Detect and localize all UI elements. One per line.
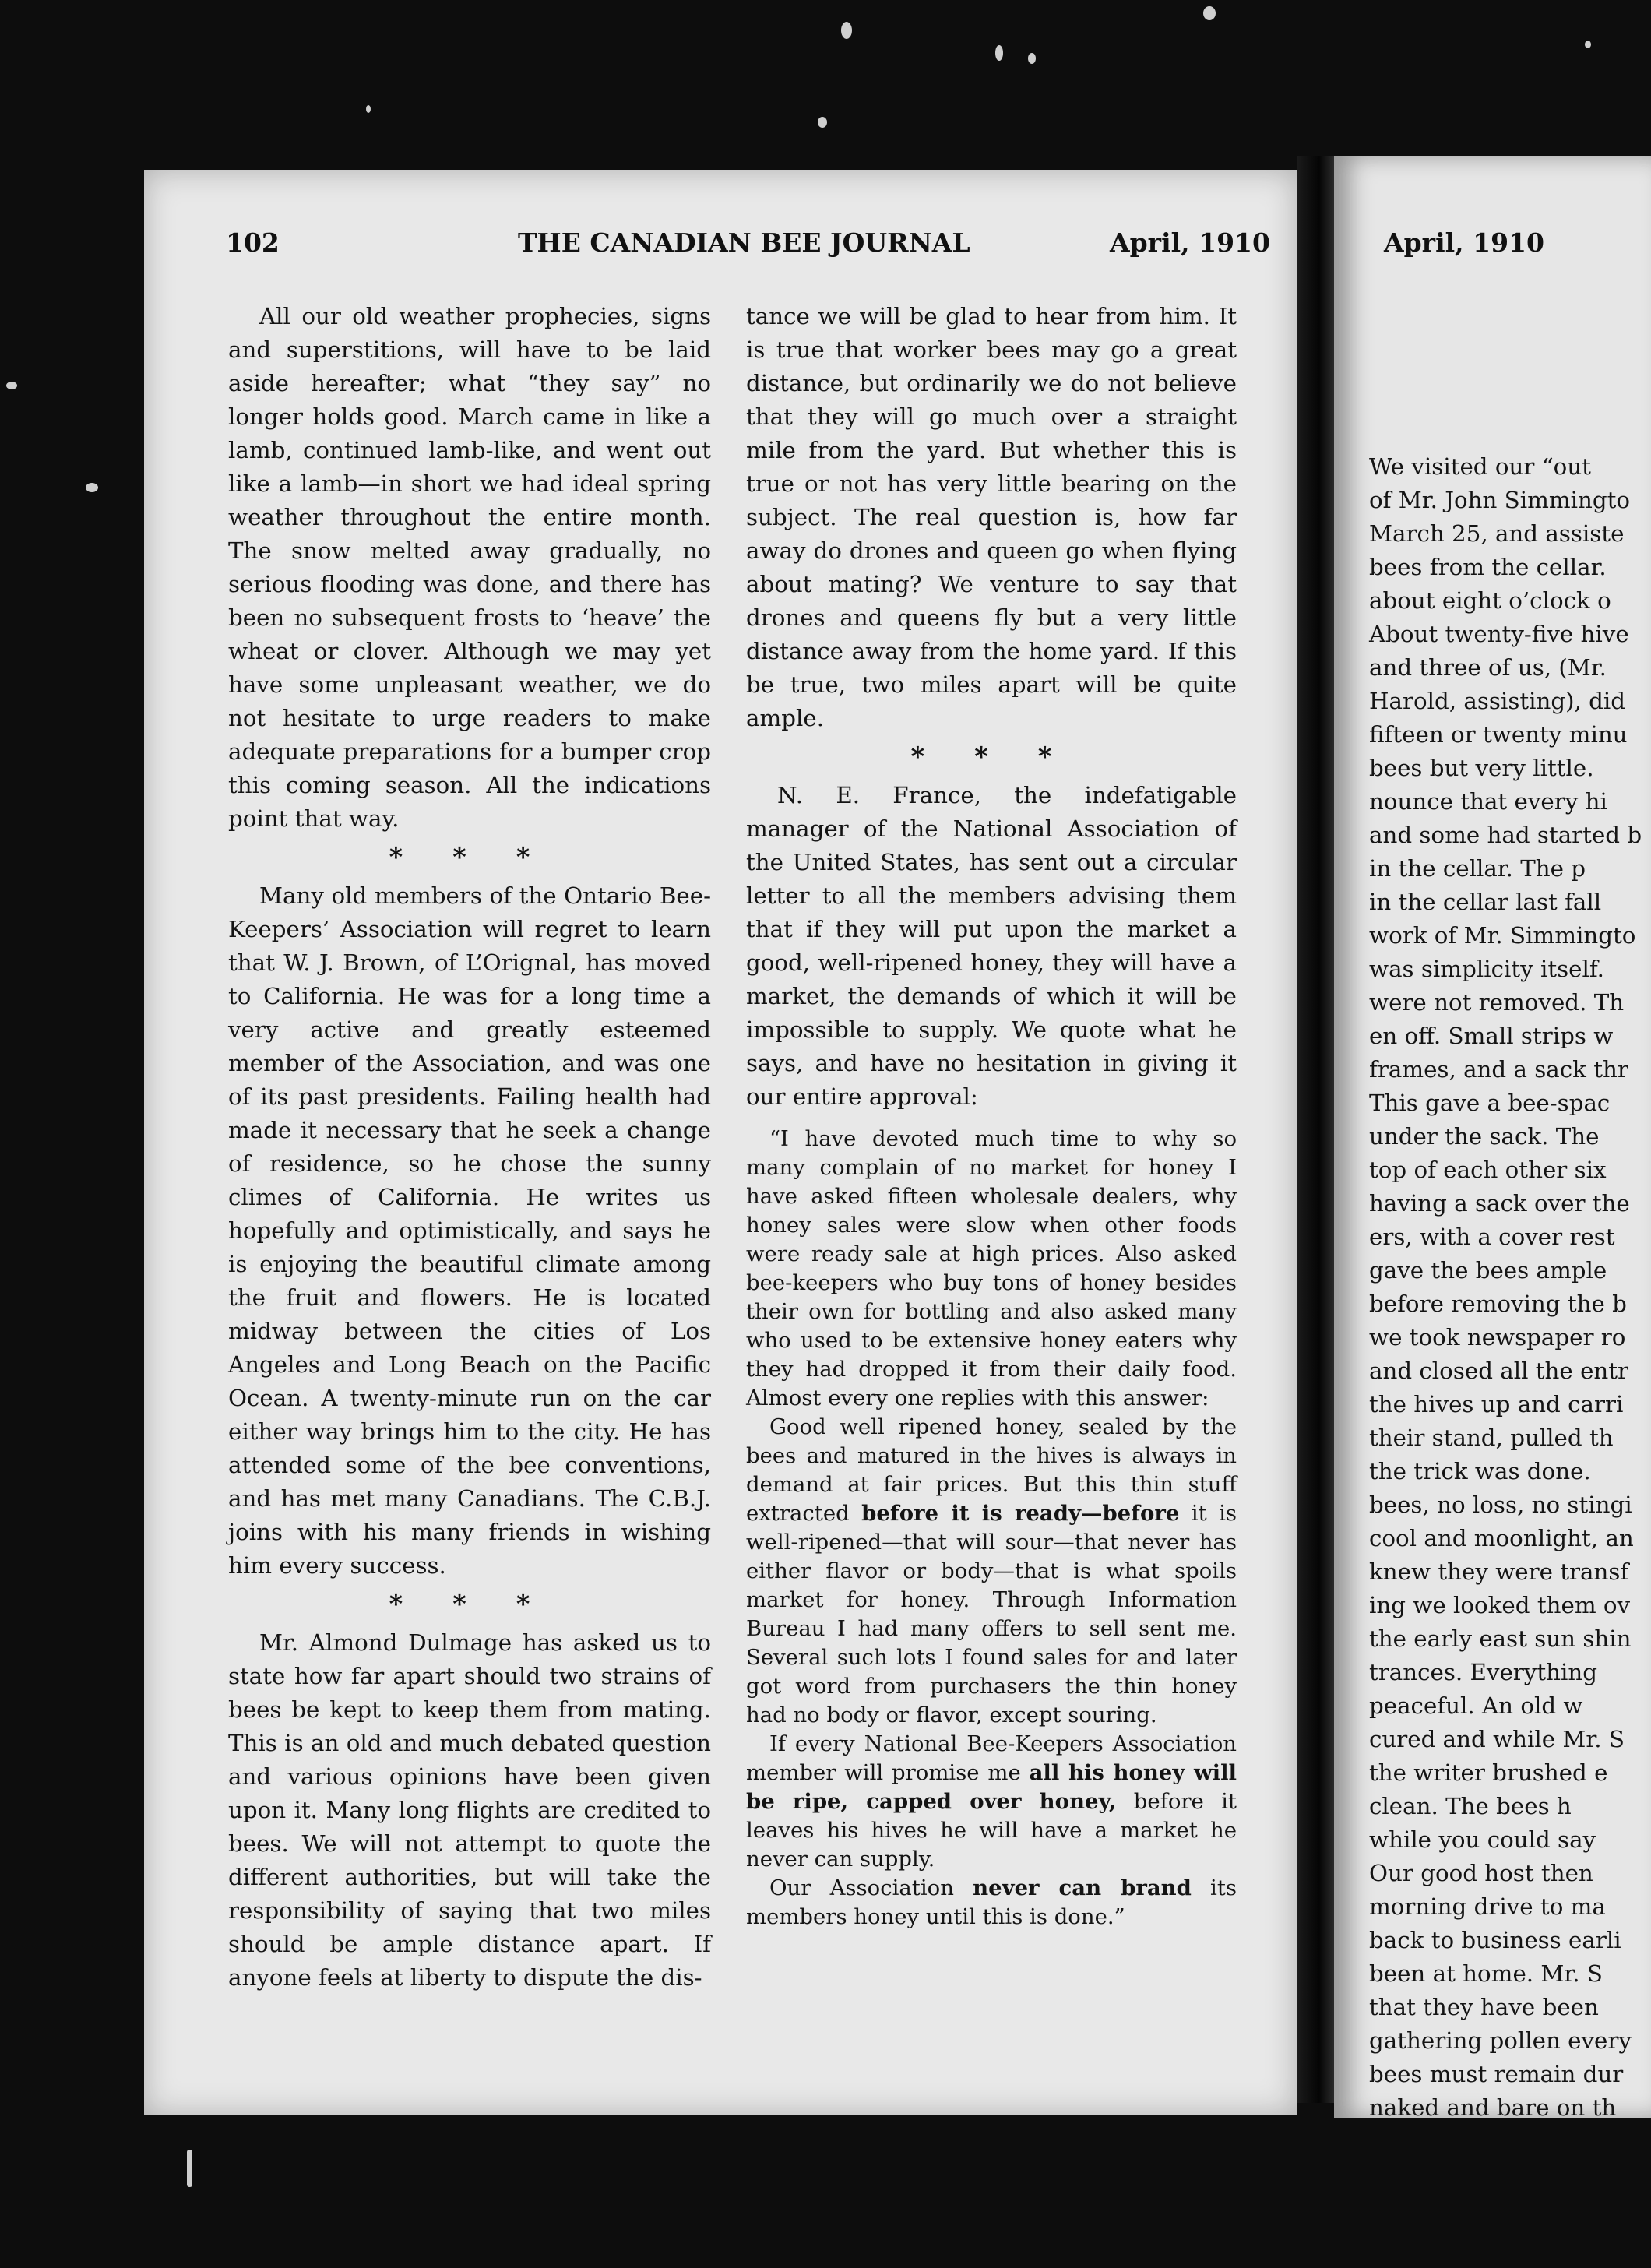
right-line: nounce that every hi <box>1369 788 1607 815</box>
right-line: knew they were transf <box>1369 1558 1629 1585</box>
right-line: we took newspaper ro <box>1369 1324 1626 1351</box>
weather-paragraph: All our old weather prophecies, signs and superstitions, will have to be laid aside hereafter; what “they say” no longer holds good. March came in like a lamb, continued lamb-like, and went out like a lamb—in short we had ideal spring weather throughout the entire month. The snow melted away gradually, no serious flooding was done, and there has been no subsequent frosts to ‘heave’ the wheat or clover. Although we may yet have some unpleasant weather, we do not hesitate to urge readers to make adequate preparations for a bumper crop this coming season. All the indications point that way. <box>228 303 711 832</box>
right-line: This gave a bee-spac <box>1369 1090 1611 1116</box>
section-separator: * * * <box>389 1589 551 1620</box>
france-paragraph: N. E. France, the indefatigable manager of the National Association of the United States, has sent out a circular letter to all the members advising them that if they will put upon the market a good, well-ripened honey, they will have a market, the demands of which it will be impossible to supply. We quote what he says, and have no hesitation in giving it our entire approval: <box>746 782 1237 1110</box>
right-line: bees from the cellar. <box>1369 554 1607 580</box>
right-line: having a sack over the <box>1369 1190 1630 1217</box>
right-line: and closed all the entr <box>1369 1358 1629 1384</box>
right-line: and three of us, (Mr. <box>1369 654 1607 681</box>
right-line: gathering pollen every <box>1369 2027 1632 2054</box>
right-page <box>1334 156 1651 2118</box>
quote-paragraph: Our Association never can brand its members honey until this is done.” <box>746 1875 1237 1929</box>
right-line: en off. Small strips w <box>1369 1023 1614 1049</box>
right-line: their stand, pulled th <box>1369 1425 1614 1451</box>
brown-paragraph: Many old members of the Ontario Bee-Keepers’ Association will regret to learn that W. J. Brown, of L’Orignal, has moved to California. He was for a long time a very active and greatly esteemed member of the Association, and was one of its past presidents. Failing health had made it necessary that he seek a change of residence, so he chose the sunny climes of California. He writes us hopefully and optimistically, and says he is enjoying the beautiful climate among the fruit and flowers. He is located midway between the cities of Los Angeles and Long Beach on the Pacific Ocean. A twenty-minute run on the car either way brings him to the city. He has attended some of the bee conventions, and has met many Canadians. The C.B.J. joins with his many friends in wishing him every success. <box>228 882 711 1579</box>
circular-quote <box>746 1125 1237 1932</box>
right-line: We visited our “out <box>1369 453 1591 480</box>
right-line: ing we looked them ov <box>1369 1592 1631 1618</box>
right-page-text <box>1369 450 1649 2118</box>
column-two <box>746 300 1237 1932</box>
right-line: the hives up and carri <box>1369 1391 1624 1418</box>
issue-date: April, 1910 <box>1110 227 1270 258</box>
right-line: about eight o’clock o <box>1369 587 1611 614</box>
page-number: 102 <box>226 227 280 258</box>
right-line: while you could say <box>1369 1826 1596 1853</box>
dulmage-paragraph: Mr. Almond Dulmage has asked us to state how far apart should two strains of bees be kept to keep them from mating. This is an old and much debated question and various opinions have been given upon it. Many long flights are credited to bees. We will not attempt to quote the different authorities, but will take the responsibility of saying that two miles should be ample distance apart. If anyone feels at liberty to dispute the dis- <box>228 1629 711 1991</box>
right-line: fifteen or twenty minu <box>1369 721 1628 748</box>
right-line: top of each other six <box>1369 1157 1607 1183</box>
right-line: the trick was done. <box>1369 1458 1591 1484</box>
right-page-date: April, 1910 <box>1384 227 1544 258</box>
right-line: morning drive to ma <box>1369 1893 1606 1920</box>
quote-paragraph: If every National Bee-Keepers Association member will promise me all his honey will be ripe, capped over honey, before it leaves his hives he will have a market he never can supply. <box>746 1731 1237 1872</box>
right-line: frames, and a sack thr <box>1369 1056 1628 1083</box>
right-line: trances. Everything <box>1369 1659 1597 1685</box>
right-line: ers, with a cover rest <box>1369 1224 1615 1250</box>
right-line: the early east sun shin <box>1369 1625 1632 1652</box>
right-line: naked and bare on th <box>1369 2094 1617 2118</box>
right-line: bees must remain dur <box>1369 2061 1624 2087</box>
right-line: Our good host then <box>1369 1860 1593 1886</box>
right-line: About twenty-five hive <box>1369 621 1629 647</box>
section-separator: * * * <box>910 741 1072 773</box>
right-line: in the cellar last fall <box>1369 889 1602 915</box>
quote-paragraph: “I have devoted much time to why so many complain of no market for honey I have asked fifteen wholesale dealers, why honey sales were slow when other foods were ready sale at high prices. Also asked bee-keepers who buy tons of honey besides their own for bottling and also asked many who used to be extensive honey eaters why they had dropped it from their daily food. Almost every one replies with this answer: <box>746 1126 1237 1410</box>
book-gutter <box>1297 156 1334 2103</box>
right-line: of Mr. John Simmingto <box>1369 487 1631 513</box>
right-line: been at home. Mr. S <box>1369 1960 1603 1987</box>
right-line: work of Mr. Simmingto <box>1369 922 1636 949</box>
right-line: March 25, and assiste <box>1369 520 1625 547</box>
journal-title: THE CANADIAN BEE JOURNAL <box>518 227 970 258</box>
bold-phrase: never can brand <box>973 1875 1192 1900</box>
right-line: the writer brushed e <box>1369 1759 1608 1786</box>
right-line: in the cellar. The p <box>1369 855 1586 882</box>
right-line: cured and while Mr. S <box>1369 1726 1625 1752</box>
right-line: gave the bees ample <box>1369 1257 1607 1284</box>
right-line: clean. The bees h <box>1369 1793 1572 1819</box>
right-line: were not removed. Th <box>1369 989 1625 1016</box>
right-line: under the sack. The <box>1369 1123 1600 1150</box>
right-line: before removing the b <box>1369 1291 1627 1317</box>
right-line: bees but very little. <box>1369 755 1594 781</box>
bold-phrase: before it is ready—before <box>861 1501 1180 1526</box>
right-line: peaceful. An old w <box>1369 1692 1583 1719</box>
column-one <box>228 300 711 1995</box>
right-line: that they have been <box>1369 1994 1599 2020</box>
right-line: cool and moonlight, an <box>1369 1525 1634 1551</box>
distance-paragraph: tance we will be glad to hear from him. It is true that worker bees may go a great distance, but ordinarily we do not believe that they will go much over a straight mile from the yard. But whether this is true or not has very little bearing on the subject. The real question is, how far away do drones and queen go when flying about mating? We venture to say that drones and queens fly but a very little distance away from the home yard. If this be true, two miles apart will be quite ample. <box>746 303 1237 731</box>
section-separator: * * * <box>389 842 551 873</box>
right-line: back to business earli <box>1369 1927 1621 1953</box>
quote-paragraph: Good well ripened honey, sealed by the bees and matured in the hives is always in demand at fair prices. But this thin stuff extracted before it is ready—before it is well-ripened—that will sour—that never has either flavor or body—that is what spoils market for honey. Through Information Bureau I had many offers to sell sent me. Several such lots I found sales for and later got word from purchasers the thin honey had no body or flavor, except souring. <box>746 1414 1237 1727</box>
right-line: Harold, assisting), did <box>1369 688 1626 714</box>
bold-phrase: all his honey will be ripe, capped over honey, <box>746 1760 1237 1814</box>
right-line: and some had started b <box>1369 822 1642 848</box>
right-line: was simplicity itself. <box>1369 956 1604 982</box>
right-line: bees, no loss, no stingi <box>1369 1491 1632 1518</box>
